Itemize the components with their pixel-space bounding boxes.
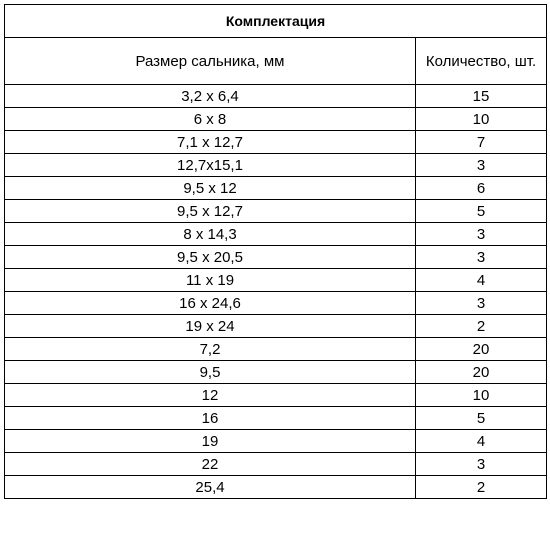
cell-quantity: 10 — [416, 384, 547, 407]
table-row — [5, 154, 547, 177]
cell-quantity: 5 — [416, 200, 547, 223]
table-row — [5, 453, 547, 476]
cell-quantity: 4 — [416, 269, 547, 292]
table-row — [5, 269, 547, 292]
table-row — [5, 338, 547, 361]
cell-size: 9,5 х 12,7 — [5, 200, 416, 223]
table-row — [5, 384, 547, 407]
cell-quantity: 15 — [416, 85, 547, 108]
equipment-table — [4, 4, 547, 499]
cell-size: 7,2 — [5, 338, 416, 361]
cell-size: 7,1 х 12,7 — [5, 131, 416, 154]
cell-quantity: 6 — [416, 177, 547, 200]
cell-size: 12,7х15,1 — [5, 154, 416, 177]
table-row — [5, 131, 547, 154]
table-title-row — [5, 5, 547, 38]
cell-size: 8 х 14,3 — [5, 223, 416, 246]
cell-quantity: 10 — [416, 108, 547, 131]
table-row — [5, 246, 547, 269]
table-body — [5, 85, 547, 499]
cell-size: 6 х 8 — [5, 108, 416, 131]
table-row — [5, 85, 547, 108]
cell-quantity: 3 — [416, 246, 547, 269]
table-title: Комплектация — [5, 5, 547, 38]
table-header-row — [5, 38, 547, 85]
table-row — [5, 315, 547, 338]
cell-quantity: 3 — [416, 292, 547, 315]
table-row — [5, 430, 547, 453]
cell-quantity: 3 — [416, 453, 547, 476]
cell-size: 11 х 19 — [5, 269, 416, 292]
cell-size: 9,5 х 12 — [5, 177, 416, 200]
table-row — [5, 177, 547, 200]
cell-size: 22 — [5, 453, 416, 476]
table-row — [5, 200, 547, 223]
cell-quantity: 20 — [416, 338, 547, 361]
cell-size: 9,5 — [5, 361, 416, 384]
cell-size: 25,4 — [5, 476, 416, 499]
table-row — [5, 108, 547, 131]
cell-quantity: 20 — [416, 361, 547, 384]
table-row — [5, 407, 547, 430]
table-row — [5, 476, 547, 499]
cell-quantity: 2 — [416, 315, 547, 338]
cell-quantity: 7 — [416, 131, 547, 154]
table-row — [5, 223, 547, 246]
cell-quantity: 3 — [416, 223, 547, 246]
cell-size: 16 — [5, 407, 416, 430]
table-row — [5, 292, 547, 315]
cell-size: 9,5 х 20,5 — [5, 246, 416, 269]
table-row — [5, 361, 547, 384]
cell-quantity: 4 — [416, 430, 547, 453]
column-header-quantity: Количество, шт. — [416, 38, 547, 85]
cell-quantity: 3 — [416, 154, 547, 177]
cell-size: 12 — [5, 384, 416, 407]
cell-size: 19 — [5, 430, 416, 453]
cell-size: 16 х 24,6 — [5, 292, 416, 315]
cell-size: 3,2 х 6,4 — [5, 85, 416, 108]
cell-quantity: 2 — [416, 476, 547, 499]
column-header-size: Размер сальника, мм — [5, 38, 416, 85]
cell-size: 19 х 24 — [5, 315, 416, 338]
cell-quantity: 5 — [416, 407, 547, 430]
